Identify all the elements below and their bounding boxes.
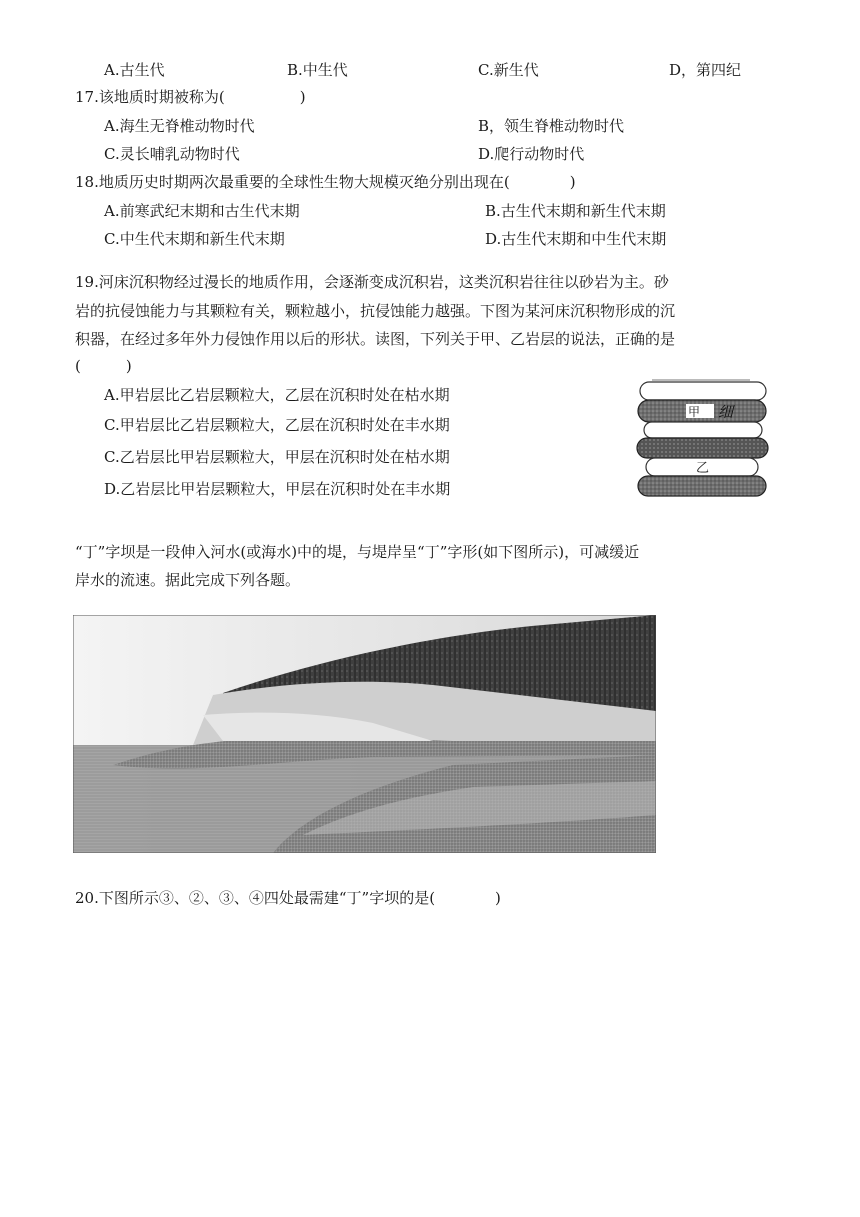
q19-stem-line-4: ( ) [75,357,132,375]
q19-stem-line-2: 岩的抗侵蚀能力与其颗粒有关，颗粒越小，抗侵蚀能力越强。下图为某河床沉积物形成的沉 [75,302,676,320]
q16-option-b[interactable]: B.中生代 [287,61,348,79]
layer-dark-2 [637,438,768,458]
rock-strata-figure [632,378,770,500]
q16-option-a[interactable]: A.古生代 [104,61,165,79]
q19-option-b[interactable]: C.甲岩层比乙岩层颗粒大，乙层在沉积时处在丰水期 [104,416,450,434]
spur-dike-photo [73,615,656,853]
passage-line-1: “丁”字坝是一段伸入河水(或海水)中的堤，与堤岸呈“丁”字形(如下图所示)，可减缓近 [75,543,640,561]
passage-line-2: 岸水的流速。据此完成下列各题。 [75,571,301,589]
q18-option-d[interactable]: D.古生代末期和中生代末期 [485,230,667,248]
q17-option-b[interactable]: B，领生脊椎动物时代 [478,117,625,135]
q18-option-b[interactable]: B.古生代末期和新生代末期 [485,202,666,220]
top-layer [640,382,766,400]
q19-stem-line-1: 19.河床沉积物经过漫长的地质作用，会逐渐变成沉积岩，这类沉积岩往往以砂岩为主。砂 [75,273,669,291]
layer-white-2 [644,422,762,438]
q17-option-d[interactable]: D.爬行动物时代 [478,145,585,163]
label-jia: 甲 [688,405,701,419]
q17-stem: 17.该地质时期被称为( ) [75,88,306,106]
q19-option-d[interactable]: D.乙岩层比甲岩层颗粒大，甲层在沉积时处在丰水期 [104,480,451,498]
q20-stem: 20.下图所示③、②、③、④四处最需建“丁”字坝的是( ) [75,889,501,907]
q16-option-c[interactable]: C.新生代 [478,61,539,79]
handwritten-note: 细 [718,403,734,421]
q18-option-c[interactable]: C.中生代末期和新生代末期 [104,230,285,248]
q18-stem: 18.地质历史时期两次最重要的全球性生物大规模灭绝分别出现在( ) [75,173,576,191]
q19-option-c[interactable]: C.乙岩层比甲岩层颗粒大，甲层在沉积时处在枯水期 [104,448,450,466]
q17-option-c[interactable]: C.灵长哺乳动物时代 [104,145,240,163]
q19-option-a[interactable]: A.甲岩层比乙岩层颗粒大，乙层在沉积时处在枯水期 [104,386,450,404]
q16-option-d[interactable]: D，第四纪 [669,61,742,79]
q17-option-a[interactable]: A.海生无脊椎动物时代 [104,117,255,135]
q18-option-a[interactable]: A.前寒武纪末期和古生代末期 [104,202,300,220]
layer-bottom [638,476,766,496]
q19-stem-line-3: 积器，在经过多年外力侵蚀作用以后的形状。读图，下列关于甲、乙岩层的说法，正确的是 [75,330,676,348]
label-yi: 乙 [696,461,710,476]
